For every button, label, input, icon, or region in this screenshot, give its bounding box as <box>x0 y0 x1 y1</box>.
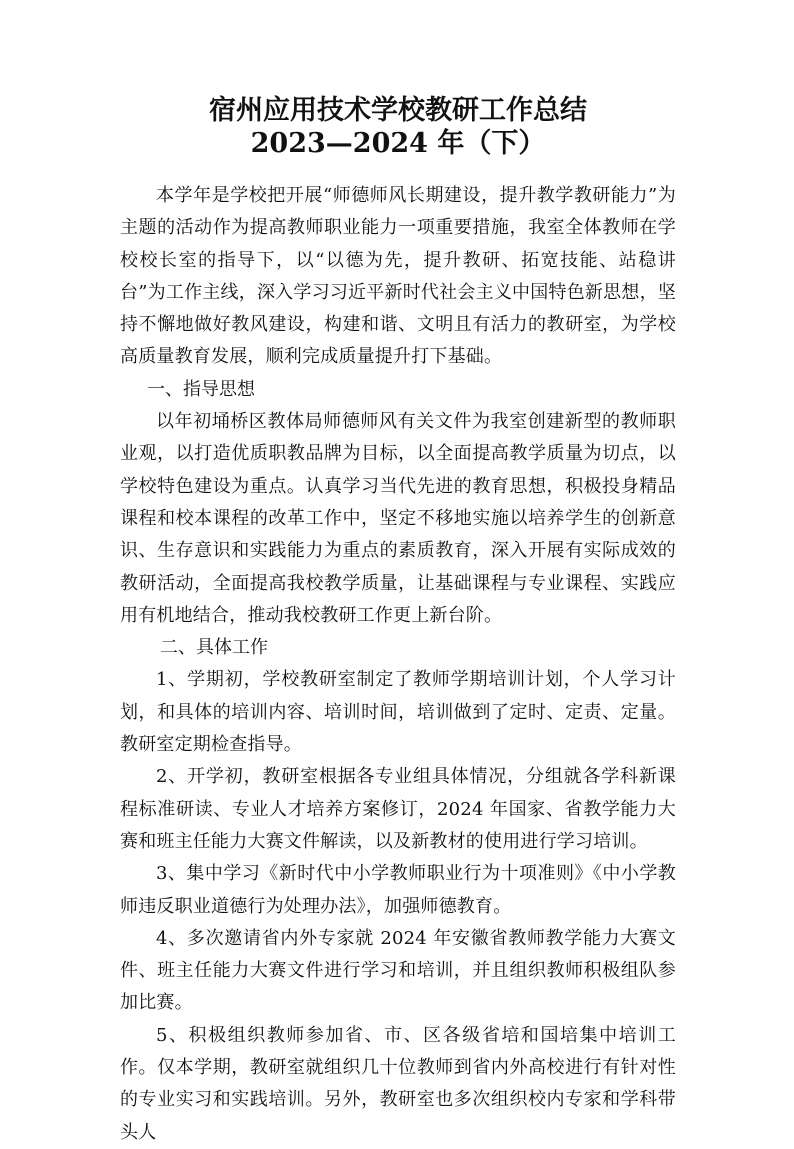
work-item-2: 2、开学初，教研室根据各专业组具体情况，分组就各学科新课程标准研读、专业人才培养方案修订，2024 年国家、省教学能力大赛和班主任能力大赛文件解读，以及新教材的使用进行学习培训。 <box>120 766 676 852</box>
document-subtitle: 2023—2024 年（下） <box>250 128 546 159</box>
work-item-4: 4、多次邀请省内外专家就 2024 年安徽省教师教学能力大赛文件、班主任能力大赛文件进行学习和培训，并且组织教师积极组队参加比赛。 <box>120 927 676 1014</box>
work-item-3: 3、集中学习《新时代中小学教师职业行为十项准则》《中小学教师违反职业道德行为处理办法》，加强师德教育。 <box>120 863 676 917</box>
guiding-ideology-paragraph: 以年初埇桥区教体局师德师风有关文件为我室创建新型的教师职业观，以打造优质职教品牌为目标，以全面提高教学质量为切点，以学校特色建设为重点。认真学习当代先进的教育思想，积极投身精品课程和校本课程的改革工作中，坚定不移地实施以培养学生的创新意识、生存意识和实践能力为重点的素质教育，深入开展有实际成效的教研活动，全面提高我校教学质量，让基础课程与专业课程、实践应用有机地结合，推动我校教研工作更上新台阶。 <box>120 411 676 626</box>
document-title: 宿州应用技术学校教研工作总结 <box>209 95 587 126</box>
work-item-1: 1、学期初，学校教研室制定了教师学期培训计划，个人学习计划，和具体的培训内容、培训时间，培训做到了定时、定责、定量。教研室定期检查指导。 <box>120 669 676 756</box>
intro-paragraph: 本学年是学校把开展“师德师风长期建设，提升教学教研能力”为主题的活动作为提高教师职业能力一项重要措施，我室全体教师在学校校长室的指导下，以“以德为先，提升教研、拓宽技能、站稳讲台”为工作主线，深入学习习近平新时代社会主义中国特色新思想，坚持不懈地做好教风建设，构建和谐、文明且有活力的教研室，为学校高质量教育发展，顺利完成质量提升打下基础。 <box>120 185 676 368</box>
work-item-5: 5、积极组织教师参加省、市、区各级省培和国培集中培训工作。仅本学期，教研室就组织几十位教师到省内外高校进行有针对性的专业实习和实践培训。另外，教研室也多次组织校内专家和学科带头人 <box>120 1024 676 1143</box>
section-heading-guiding-ideology: 一、指导思想 <box>147 378 255 400</box>
section-heading-specific-work: 二、具体工作 <box>160 637 268 659</box>
